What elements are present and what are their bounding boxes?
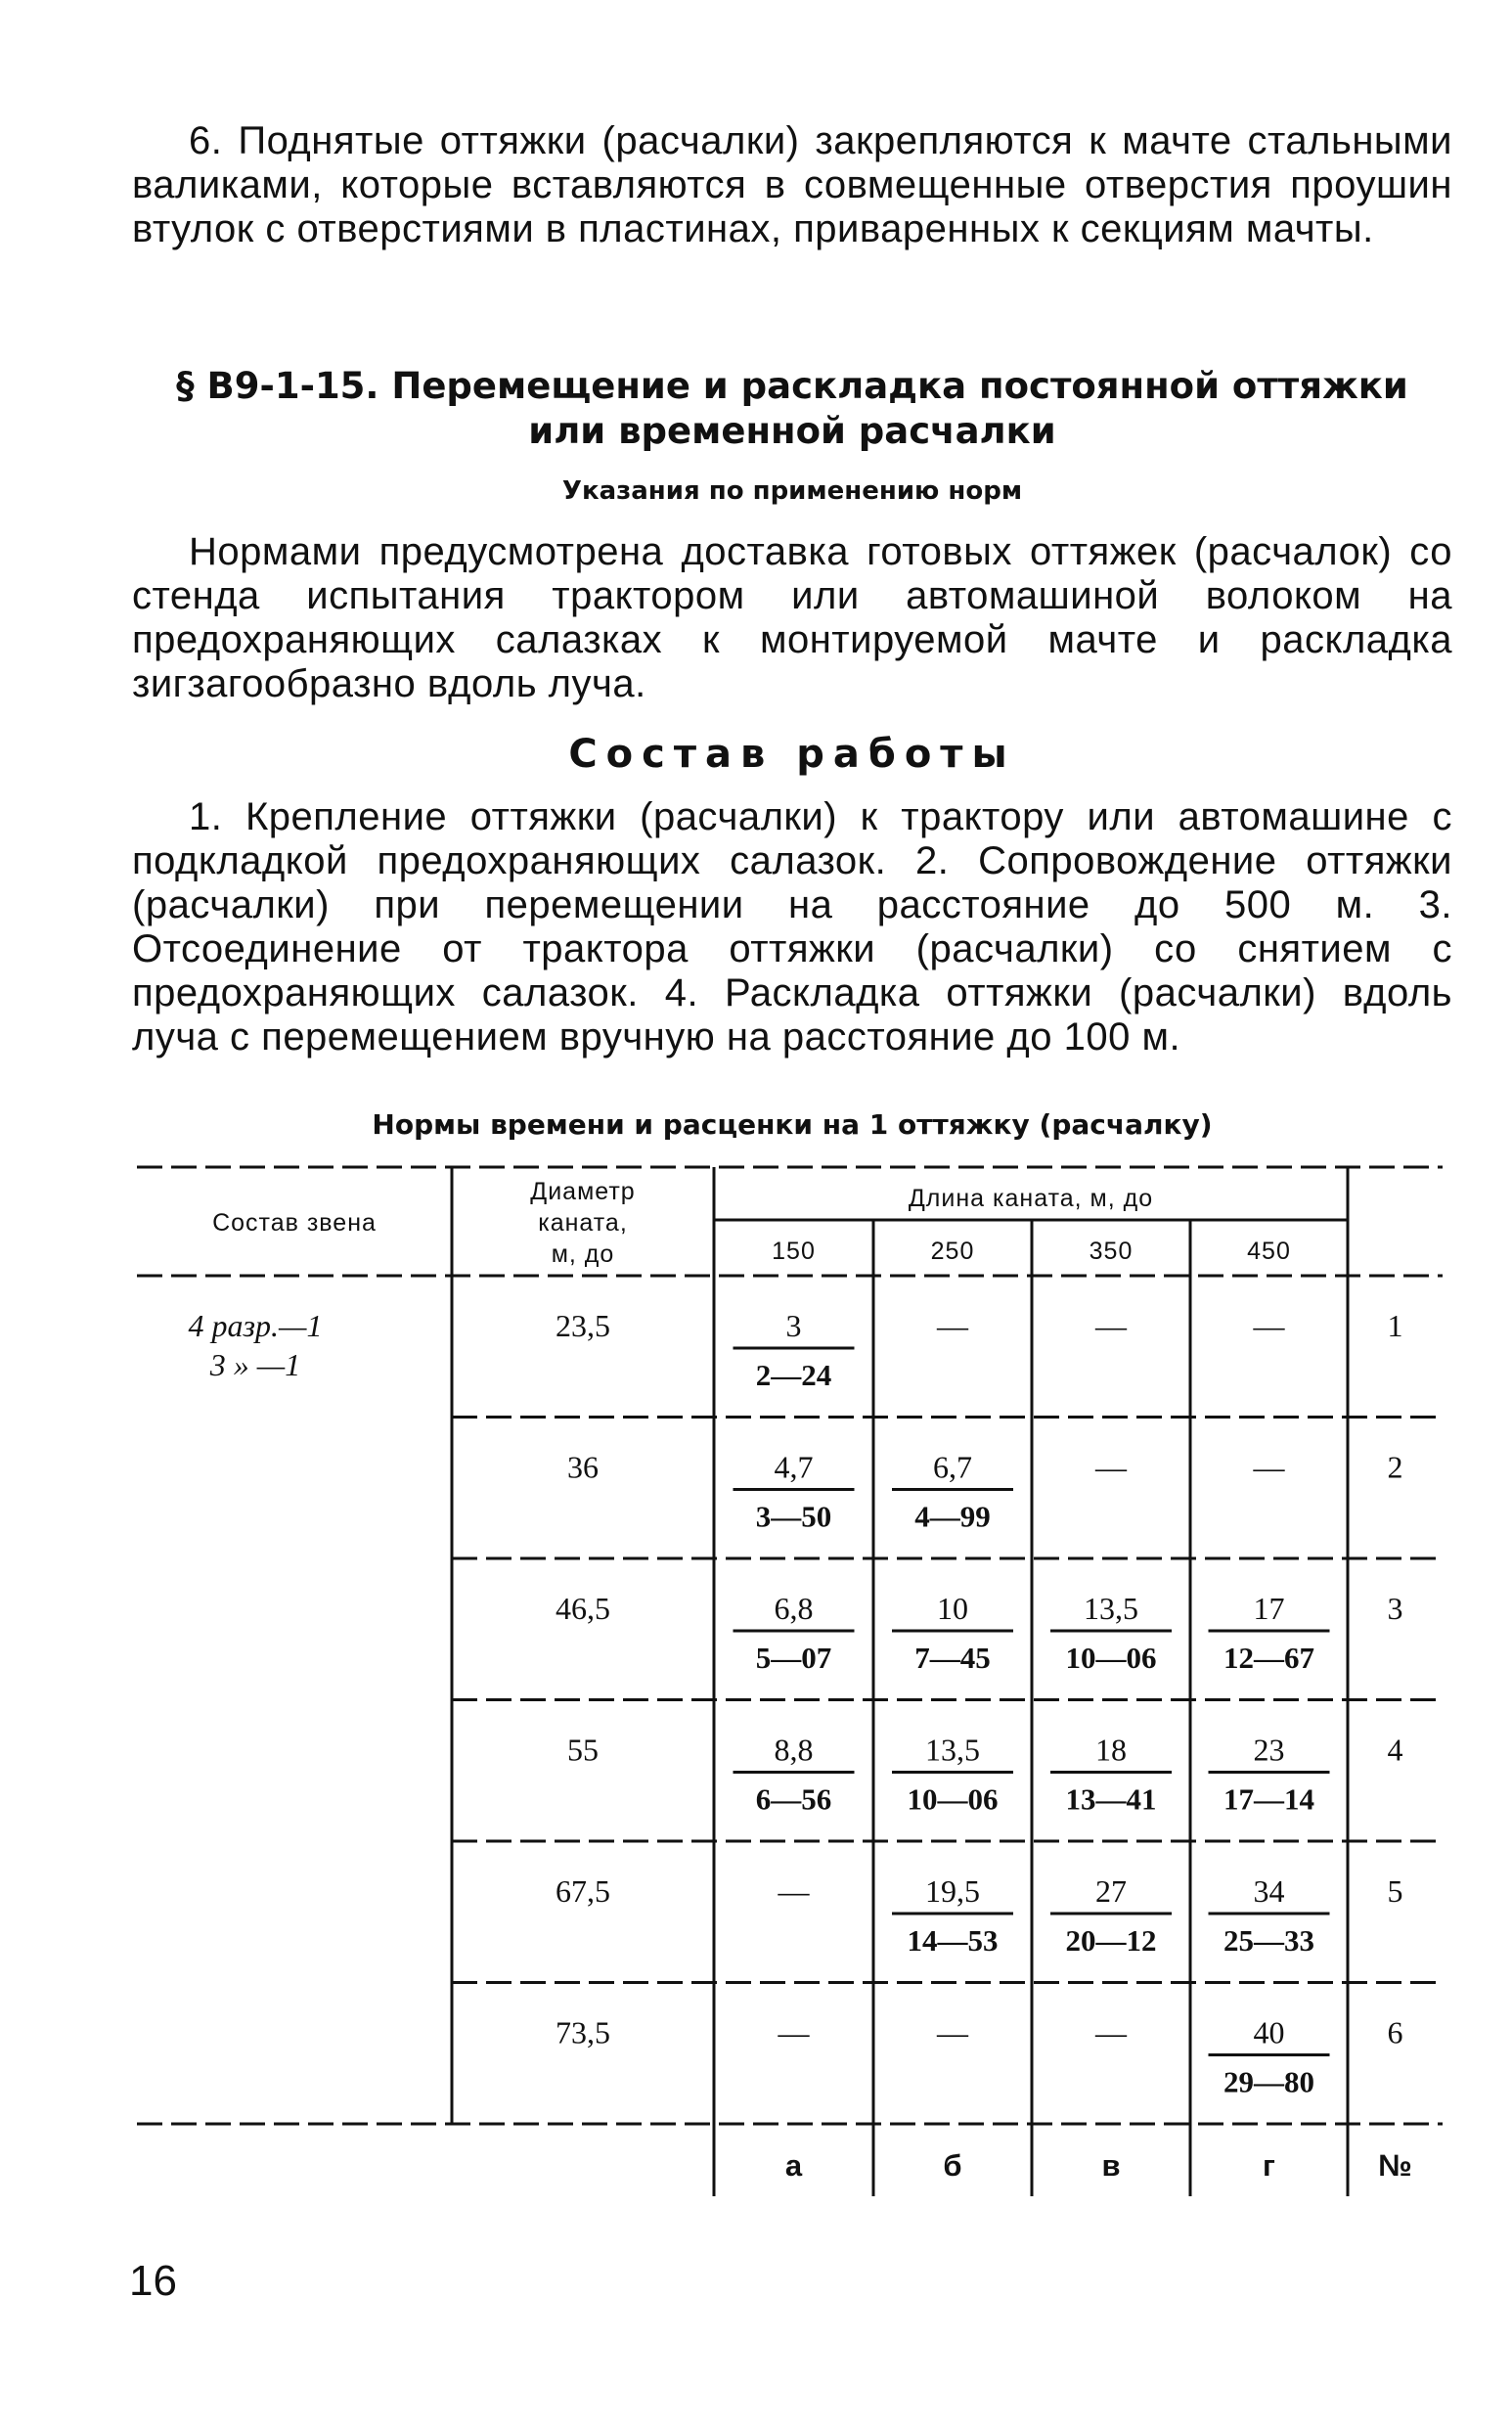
header-length-350: 350 <box>1089 1238 1134 1265</box>
column-letter-3: в <box>1101 2148 1121 2183</box>
column-letter-1: а <box>784 2148 803 2183</box>
price-value: 10—06 <box>1065 1641 1157 1675</box>
time-norm: 17 <box>1253 1591 1285 1626</box>
time-norm: 10 <box>937 1591 968 1626</box>
header-length: Длина каната, м, до <box>908 1185 1154 1212</box>
empty-cell-dash: — <box>1253 1308 1285 1343</box>
page-number: 16 <box>129 2257 177 2305</box>
work-description-text: 1. Крепление оттяжки (расчалки) к трактору или автомашине с подкладкой предохраняющих салазок. 2. Сопровождение оттяжки (расчалки) при перемещении на расстояние до 500 м. 3. Отсоединение от трактора оттяжки (расчалки) со снятием с предохраняющих салазок. 4. Раскладка оттяжки (расчалки) вдоль луча с перемещением вручную на расстояние до 100 м. <box>132 795 1452 1059</box>
diameter-value: 73,5 <box>556 2014 610 2050</box>
price-value: 4—99 <box>914 1499 991 1534</box>
price-value: 13—41 <box>1065 1781 1157 1817</box>
time-norm: 8,8 <box>774 1732 814 1768</box>
column-num-label: № <box>1378 2148 1412 2183</box>
empty-cell-dash: — <box>1095 1449 1127 1485</box>
empty-cell-dash: — <box>1095 1308 1127 1343</box>
empty-cell-dash: — <box>937 1308 968 1343</box>
header-length-450: 450 <box>1247 1238 1291 1265</box>
header-length-150: 150 <box>772 1238 816 1265</box>
section-title-line2: или временной расчалки <box>528 410 1056 452</box>
time-norm: 4,7 <box>774 1449 814 1485</box>
work-title: Состав работы <box>568 732 1016 777</box>
column-letter-2: б <box>943 2148 962 2183</box>
diameter-value: 55 <box>567 1732 599 1768</box>
time-norm: 18 <box>1095 1732 1127 1768</box>
price-value: 2—24 <box>755 1358 832 1392</box>
diameter-value: 46,5 <box>556 1591 610 1626</box>
header-diameter-line1: Диаметр <box>530 1178 636 1205</box>
time-norm: 6,7 <box>933 1449 972 1485</box>
price-value: 6—56 <box>755 1781 832 1817</box>
row-number: 6 <box>1387 2014 1403 2050</box>
section-title-line1: § В9-1-15. Перемещение и раскладка постоянной оттяжки <box>176 365 1408 407</box>
price-value: 29—80 <box>1223 2064 1314 2099</box>
diameter-value: 67,5 <box>556 1873 610 1909</box>
diameter-value: 23,5 <box>556 1308 610 1343</box>
price-value: 10—06 <box>907 1781 999 1817</box>
time-norm: 19,5 <box>925 1873 980 1909</box>
header-diameter-line3: м, до <box>551 1240 615 1268</box>
header-length-250: 250 <box>930 1238 975 1265</box>
crew-line1: 4 разр.—1 <box>188 1308 323 1343</box>
row-number: 2 <box>1387 1449 1403 1485</box>
time-norm: 23 <box>1253 1732 1285 1768</box>
section-subtitle: Указания по применению норм <box>561 476 1023 506</box>
header-crew: Состав звена <box>212 1209 377 1237</box>
header-diameter-line2: каната, <box>538 1209 628 1237</box>
diameter-value: 36 <box>567 1449 599 1485</box>
price-value: 3—50 <box>755 1499 832 1534</box>
time-norm: 27 <box>1095 1873 1127 1909</box>
row-number: 4 <box>1387 1732 1403 1768</box>
empty-cell-dash: — <box>778 2014 810 2050</box>
price-value: 17—14 <box>1223 1781 1314 1817</box>
time-norm: 13,5 <box>1084 1591 1138 1626</box>
time-norm: 40 <box>1253 2014 1285 2050</box>
price-value: 7—45 <box>914 1641 991 1675</box>
row-number: 1 <box>1387 1308 1403 1343</box>
price-value: 20—12 <box>1065 1923 1157 1958</box>
time-norm: 6,8 <box>774 1591 814 1626</box>
price-value: 25—33 <box>1223 1923 1314 1958</box>
time-norm: 3 <box>785 1308 802 1343</box>
paragraph-6-text: 6. Поднятые оттяжки (расчалки) закрепляются к мачте стальными валиками, которые вставляются в совмещенные отверстия проушин втулок с отверстиями в пластинах, приваренных к секциям мачты. <box>132 119 1452 250</box>
price-value: 12—67 <box>1223 1641 1314 1675</box>
price-value: 5—07 <box>755 1641 832 1675</box>
price-value: 14—53 <box>907 1923 999 1958</box>
empty-cell-dash: — <box>937 2014 968 2050</box>
time-norm: 34 <box>1253 1873 1285 1909</box>
empty-cell-dash: — <box>1095 2014 1127 2050</box>
table-title: Нормы времени и расценки на 1 оттяжку (расчалку) <box>372 1108 1213 1141</box>
row-number: 5 <box>1387 1873 1403 1909</box>
empty-cell-dash: — <box>778 1873 810 1909</box>
empty-cell-dash: — <box>1253 1449 1285 1485</box>
time-norm: 13,5 <box>925 1732 980 1768</box>
section-description-text: Нормами предусмотрена доставка готовых оттяжек (расчалок) со стенда испытания трактором или автомашиной волоком на предохраняющих салазках к монтируемой мачте и раскладка зигзагообразно вдоль луча. <box>132 530 1452 705</box>
column-letter-4: г <box>1263 2148 1275 2183</box>
row-number: 3 <box>1387 1591 1403 1626</box>
crew-line2: 3 » —1 <box>209 1347 301 1382</box>
